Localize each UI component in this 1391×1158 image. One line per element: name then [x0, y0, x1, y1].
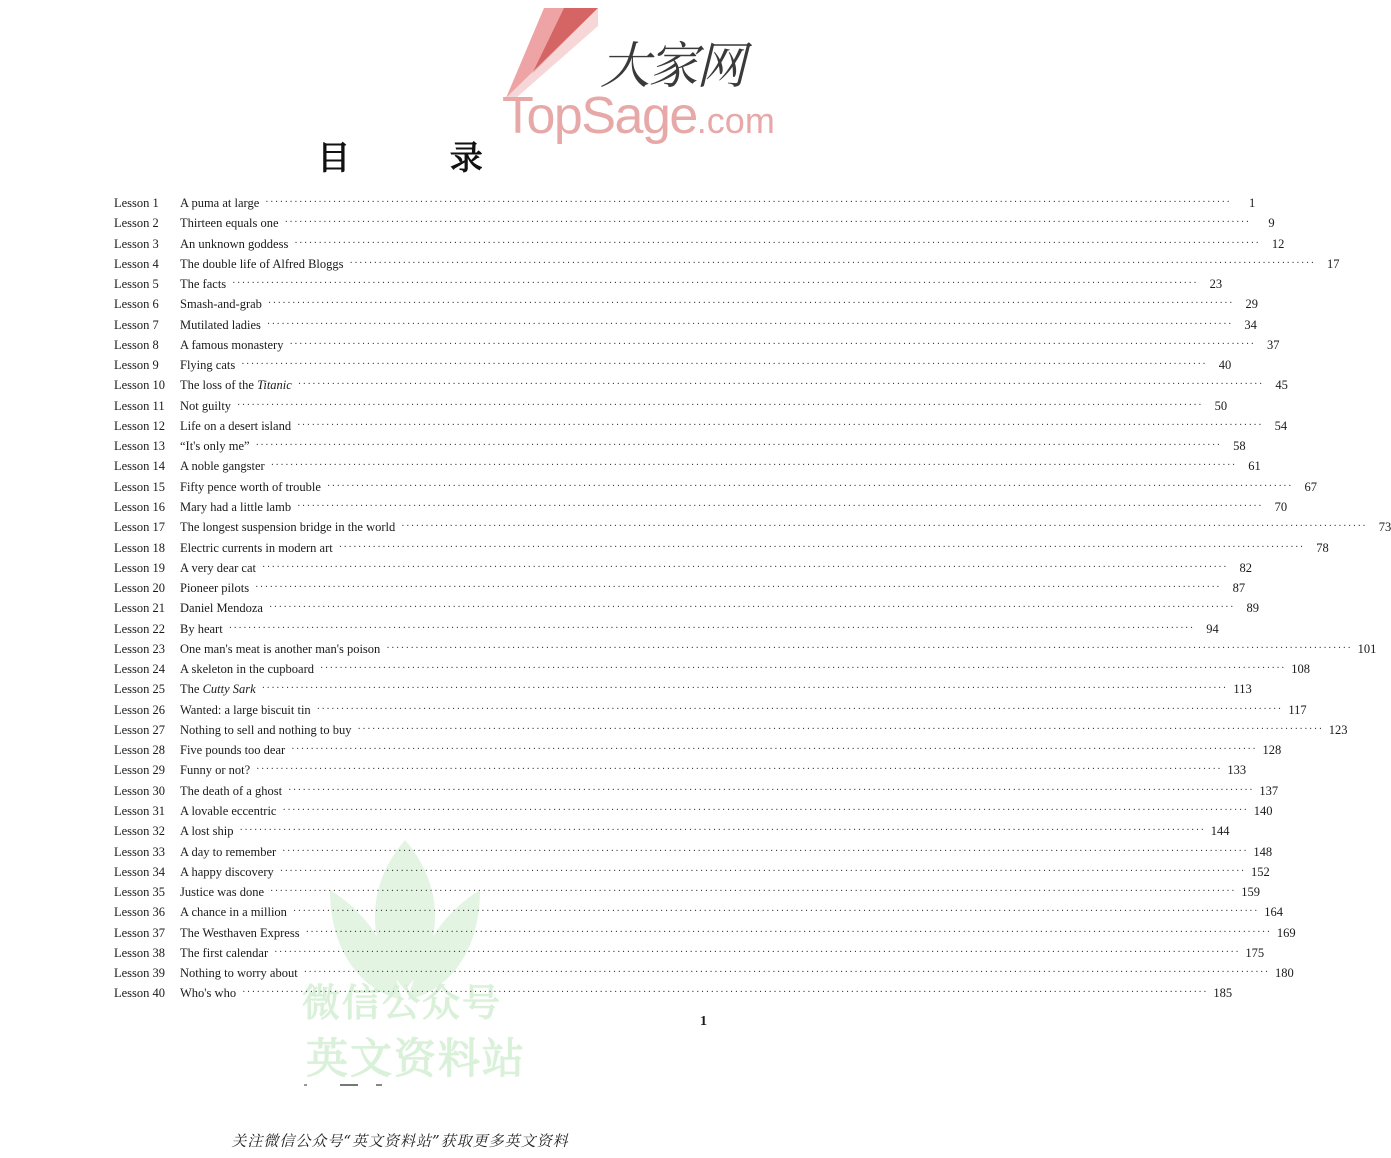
- toc-lesson-title: Electric currents in modern art: [180, 540, 333, 555]
- toc-lesson-title: A chance in a million: [180, 905, 287, 920]
- toc-dot-leader: ········································································································································································································: [255, 582, 1222, 594]
- toc-page-number: 108: [1291, 662, 1311, 677]
- toc-lesson-number: Lesson 24: [114, 662, 166, 677]
- toc-dot-leader: ········································································································································································································: [401, 521, 1368, 533]
- toc-page-number: 29: [1245, 297, 1258, 312]
- toc-row: [114, 436, 1246, 456]
- toc-lesson-title: A lost ship: [180, 824, 234, 839]
- toc-dot-leader: ········································································································································································································: [274, 946, 1241, 958]
- toc-page-number: 117: [1288, 702, 1307, 717]
- toc-lesson-title: Smash-and-grab: [180, 297, 262, 312]
- toc-lesson-number: Lesson 8: [114, 337, 159, 352]
- toc-lesson-number: Lesson 36: [114, 905, 166, 920]
- toc-lesson-number: Lesson 30: [114, 783, 166, 798]
- toc-dot-leader: ········································································································································································································: [279, 865, 1246, 877]
- toc-row: [114, 315, 1257, 335]
- toc-lesson-title: The double life of Alfred Bloggs: [180, 256, 344, 271]
- toc-lesson-number: Lesson 40: [114, 986, 166, 1001]
- toc-page-number: 23: [1209, 277, 1223, 292]
- toc-page-number: 152: [1251, 864, 1270, 879]
- toc-lesson-title: A lovable eccentric: [180, 803, 277, 818]
- toc-row: [114, 234, 1285, 254]
- toc-lesson-number: Lesson 38: [114, 945, 166, 960]
- toc-row: [114, 639, 1377, 659]
- toc-row: [114, 619, 1219, 639]
- toc-row: [114, 213, 1275, 233]
- toc-row: [114, 740, 1282, 760]
- toc-lesson-title: The Westhaven Express: [180, 925, 300, 940]
- toc-row: [114, 963, 1294, 983]
- toc-page-number: 73: [1378, 520, 1391, 535]
- toc-row: [114, 558, 1253, 578]
- toc-page-number: 40: [1218, 358, 1232, 373]
- toc-dot-leader: ········································································································································································································: [282, 804, 1249, 816]
- toc-page-number: 175: [1245, 945, 1265, 960]
- toc-row: [114, 983, 1233, 1003]
- toc-dot-leader: ········································································································································································································: [232, 278, 1199, 290]
- toc-lesson-title: The Cutty Sark: [180, 682, 256, 697]
- toc-dot-leader: ········································································································································································································: [266, 318, 1233, 330]
- toc-page-number: 17: [1327, 256, 1340, 271]
- toc-lesson-number: Lesson 20: [114, 581, 166, 596]
- toc-row: [114, 720, 1348, 740]
- toc-lesson-number: Lesson 7: [114, 317, 159, 332]
- toc-lesson-number: Lesson 17: [114, 520, 166, 535]
- toc-lesson-title: Nothing to sell and nothing to buy: [180, 722, 352, 737]
- toc-page-number: 34: [1244, 317, 1257, 332]
- toc-lesson-number: Lesson 13: [114, 439, 166, 454]
- toc-row: [114, 193, 1256, 213]
- toc-lesson-number: Lesson 35: [114, 885, 166, 900]
- toc-lesson-number: Lesson 15: [114, 479, 166, 494]
- toc-lesson-number: Lesson 23: [114, 641, 166, 656]
- toc-page-number: 180: [1274, 966, 1294, 981]
- watermark-line-1: 微信公众号: [302, 981, 503, 1025]
- toc-row: [114, 538, 1329, 558]
- toc-lesson-number: Lesson 27: [114, 722, 166, 737]
- toc-page-number: 144: [1210, 824, 1230, 839]
- toc-row: [114, 497, 1288, 517]
- toc-lesson-number: Lesson 16: [114, 499, 166, 514]
- toc-page-number: 185: [1213, 986, 1233, 1001]
- toc-lesson-number: Lesson 37: [114, 925, 166, 940]
- toc-lesson-number: Lesson 18: [114, 540, 166, 555]
- toc-lesson-title: One man's meat is another man's poison: [180, 641, 381, 656]
- toc-lesson-title: “It's only me”: [180, 439, 250, 454]
- toc-page-number: 37: [1266, 337, 1280, 352]
- toc-page-number: 50: [1214, 398, 1228, 413]
- toc-dot-leader: ········································································································································································································: [338, 541, 1305, 553]
- toc-lesson-number: Lesson 32: [114, 824, 166, 839]
- toc-dot-leader: ········································································································································································································: [297, 419, 1264, 431]
- toc-lesson-number: Lesson 14: [114, 459, 166, 474]
- toc-row: [114, 760, 1247, 780]
- toc-lesson-number: Lesson 29: [114, 763, 166, 778]
- toc-dot-leader: ········································································································································································································: [270, 460, 1237, 472]
- table-of-contents: [114, 193, 1391, 1004]
- toc-dot-leader: ········································································································································································································: [261, 683, 1228, 695]
- toc-dot-leader: ········································································································································································································: [326, 480, 1293, 492]
- toc-dot-leader: ········································································································································································································: [256, 764, 1223, 776]
- toc-row: [114, 862, 1270, 882]
- toc-lesson-number: Lesson 2: [114, 216, 159, 231]
- toc-row: [114, 821, 1230, 841]
- toc-row: [114, 375, 1288, 395]
- toc-lesson-title: The death of a ghost: [180, 783, 283, 798]
- toc-lesson-title: Daniel Mendoza: [180, 601, 263, 616]
- toc-row: [114, 294, 1258, 314]
- toc-lesson-number: Lesson 10: [114, 378, 166, 393]
- toc-row: [114, 700, 1307, 720]
- toc-page-number: 67: [1304, 479, 1317, 494]
- toc-dot-leader: ········································································································································································································: [305, 926, 1272, 938]
- toc-lesson-title: Mary had a little lamb: [180, 499, 292, 514]
- logo-english-name: TopSage: [502, 87, 697, 145]
- toc-row: [114, 781, 1279, 801]
- toc-row: [114, 923, 1296, 943]
- toc-dot-leader: ········································································································································································································: [289, 338, 1256, 350]
- toc-dot-leader: ········································································································································································································: [288, 784, 1255, 796]
- toc-dot-leader: ········································································································································································································: [265, 197, 1232, 208]
- toc-row: [114, 517, 1391, 537]
- toc-page-number: 70: [1274, 499, 1288, 514]
- toc-lesson-title: A noble gangster: [180, 459, 265, 474]
- toc-lesson-title: Wanted: a large biscuit tin: [180, 702, 311, 717]
- toc-page-number: 82: [1239, 560, 1253, 575]
- toc-dot-leader: ········································································································································································································: [268, 602, 1235, 614]
- toc-dot-leader: ········································································································································································································: [262, 561, 1229, 573]
- toc-page-number: 113: [1233, 682, 1252, 697]
- toc-page-number: 148: [1253, 844, 1273, 859]
- toc-dot-leader: ········································································································································································································: [294, 237, 1261, 249]
- toc-page-number: 58: [1233, 439, 1246, 454]
- toc-lesson-number: Lesson 31: [114, 803, 166, 818]
- toc-row: [114, 882, 1261, 902]
- toc-lesson-title: An unknown goddess: [180, 236, 289, 251]
- toc-dot-leader: ········································································································································································································: [284, 217, 1251, 229]
- toc-page-number: 1: [1249, 196, 1256, 210]
- toc-row: [114, 477, 1317, 497]
- page-number: 1: [700, 1014, 707, 1029]
- watermark-line-2: 英文资料站: [306, 1034, 527, 1083]
- toc-dot-leader: ········································································································································································································: [386, 642, 1353, 654]
- toc-lesson-number: Lesson 19: [114, 560, 166, 575]
- toc-lesson-title: The longest suspension bridge in the world: [180, 520, 396, 535]
- toc-lesson-number: Lesson 25: [114, 682, 166, 697]
- toc-page-number: 87: [1232, 581, 1246, 596]
- toc-dot-leader: ········································································································································································································: [241, 359, 1208, 371]
- toc-lesson-title: Nothing to worry about: [180, 966, 298, 981]
- toc-lesson-number: Lesson 1: [114, 196, 159, 210]
- toc-lesson-title: Funny or not?: [180, 763, 251, 778]
- toc-row: [114, 254, 1340, 274]
- toc-row: [114, 801, 1273, 821]
- toc-lesson-number: Lesson 12: [114, 418, 166, 433]
- toc-row: [114, 355, 1232, 375]
- toc-lesson-title: A day to remember: [180, 844, 277, 859]
- toc-dot-leader: ········································································································································································································: [270, 886, 1237, 898]
- toc-lesson-title: Fifty pence worth of trouble: [180, 479, 321, 494]
- toc-row: [114, 598, 1259, 618]
- toc-lesson-title: Five pounds too dear: [180, 743, 286, 758]
- toc-page-number: 159: [1241, 885, 1261, 900]
- toc-row: [114, 943, 1265, 963]
- toc-dot-leader: ········································································································································································································: [237, 399, 1204, 411]
- toc-dot-leader: ········································································································································································································: [282, 845, 1249, 857]
- toc-row: [114, 902, 1283, 922]
- toc-page-number: 123: [1328, 722, 1348, 737]
- toc-lesson-number: Lesson 11: [114, 398, 165, 413]
- toc-row: [114, 416, 1288, 436]
- toc-lesson-title: The first calendar: [180, 945, 269, 960]
- toc-dot-leader: ········································································································································································································: [349, 257, 1316, 269]
- toc-dot-leader: ········································································································································································································: [292, 906, 1259, 918]
- toc-page-number: 140: [1253, 803, 1273, 818]
- toc-lesson-title: A very dear cat: [180, 560, 257, 575]
- toc-lesson-title: A happy discovery: [180, 864, 274, 879]
- toc-page-number: 101: [1357, 641, 1377, 656]
- toc-dot-leader: ········································································································································································································: [297, 379, 1264, 391]
- toc-dot-leader: ········································································································································································································: [239, 825, 1206, 837]
- toc-lesson-number: Lesson 4: [114, 256, 159, 271]
- contents-heading: 目 录: [317, 138, 527, 177]
- toc-dot-leader: ········································································································································································································: [297, 500, 1264, 512]
- logo-chinese-text: 大家网: [600, 37, 744, 95]
- toc-row: [114, 578, 1246, 598]
- toc-lesson-title: A puma at large: [180, 196, 260, 210]
- toc-page-number: 137: [1259, 783, 1279, 798]
- toc-dot-leader: ········································································································································································································: [228, 622, 1195, 634]
- toc-lesson-title: Life on a desert island: [180, 418, 292, 433]
- toc-row: [114, 456, 1261, 476]
- toc-lesson-number: Lesson 21: [114, 601, 166, 616]
- toc-dot-leader: ········································································································································································································: [357, 723, 1324, 735]
- toc-page-number: 54: [1274, 418, 1288, 433]
- scan-specks: [300, 1082, 420, 1092]
- toc-lesson-number: Lesson 22: [114, 621, 166, 636]
- toc-page-number: 45: [1275, 378, 1288, 393]
- toc-lesson-number: Lesson 9: [114, 358, 159, 373]
- toc-dot-leader: ········································································································································································································: [303, 967, 1270, 979]
- toc-page-number: 128: [1262, 743, 1282, 758]
- footer-note: 关注微信公众号“英文资料站”获取更多英文资料: [231, 1132, 569, 1150]
- toc-page-number: 164: [1264, 905, 1283, 920]
- toc-row: [114, 396, 1228, 416]
- toc-row: [114, 335, 1280, 355]
- toc-page-number: 89: [1246, 601, 1259, 616]
- toc-lesson-title: Thirteen equals one: [180, 216, 279, 231]
- toc-lesson-title: The loss of the Titanic: [180, 378, 292, 393]
- toc-page-number: 169: [1276, 925, 1296, 940]
- toc-dot-leader: ········································································································································································································: [255, 440, 1222, 452]
- toc-lesson-number: Lesson 26: [114, 702, 166, 717]
- toc-lesson-number: Lesson 34: [114, 864, 166, 879]
- toc-lesson-title: Justice was done: [180, 885, 265, 900]
- toc-lesson-title: A famous monastery: [180, 337, 284, 352]
- toc-dot-leader: ········································································································································································································: [320, 663, 1287, 675]
- toc-page-number: 133: [1227, 763, 1247, 778]
- toc-page-number: 94: [1206, 621, 1219, 636]
- toc-page-number: 12: [1271, 236, 1285, 251]
- toc-row: [114, 274, 1223, 294]
- toc-dot-leader: ········································································································································································································: [267, 298, 1234, 310]
- toc-dot-leader: ········································································································································································································: [242, 987, 1209, 999]
- toc-row: [114, 659, 1311, 679]
- toc-lesson-title: Who's who: [180, 986, 237, 1001]
- toc-lesson-number: Lesson 3: [114, 236, 159, 251]
- toc-lesson-title: Mutilated ladies: [180, 317, 261, 332]
- toc-lesson-number: Lesson 33: [114, 844, 166, 859]
- toc-row: [114, 679, 1252, 699]
- toc-lesson-title: Flying cats: [180, 358, 236, 373]
- toc-dot-leader: ········································································································································································································: [291, 744, 1258, 756]
- toc-lesson-number: Lesson 39: [114, 966, 166, 981]
- toc-lesson-title: By heart: [180, 621, 223, 636]
- toc-page-number: 61: [1248, 459, 1261, 474]
- toc-lesson-title: The facts: [180, 277, 227, 292]
- toc-lesson-number: Lesson 28: [114, 743, 166, 758]
- toc-lesson-number: Lesson 6: [114, 297, 159, 312]
- logo-domain: .com: [696, 100, 775, 141]
- toc-lesson-title: Not guilty: [180, 398, 232, 413]
- toc-lesson-title: Pioneer pilots: [180, 581, 250, 596]
- toc-lesson-title: A skeleton in the cupboard: [180, 662, 314, 677]
- toc-row: [114, 842, 1273, 862]
- toc-page-number: 9: [1268, 216, 1275, 231]
- toc-lesson-number: Lesson 5: [114, 277, 159, 292]
- toc-dot-leader: ········································································································································································································: [316, 703, 1283, 715]
- toc-page-number: 78: [1316, 540, 1329, 555]
